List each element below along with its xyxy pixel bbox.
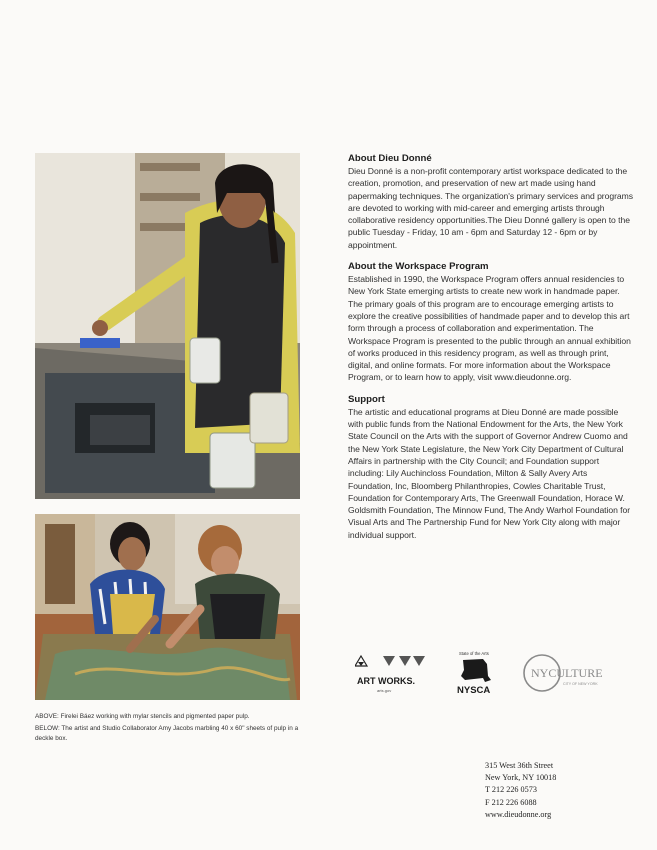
address-phone: T 212 226 0573 [485, 785, 537, 795]
body-workspace-program: Established in 1990, the Workspace Program offers annual residencies to New York State emerging artists to create new work in handmade paper. The primary goals of this program are to encourage emerging artists to explore the creative possibilities of handmade paper and to develop this art form through a process of collaboration and experimentation. The Workspace Program is presented to the public through an annual exhibition of works produced in this residency program, as well as through print, digital, and online formats. For more information about the Workspace Program, or to learn how to apply, visit www.dieudonne.org. [348, 274, 631, 383]
address-block [485, 760, 635, 821]
logo-nysca-top: State of the Arts [459, 651, 489, 656]
address-fax: F 212 226 6088 [485, 797, 537, 807]
logo-nyculture-sub: CITY OF NEW YORK [563, 682, 598, 686]
address-website-link[interactable]: www.dieudonne.org [485, 809, 552, 819]
section-about-dieu-donne [348, 152, 633, 251]
body-support: The artistic and educational programs at Dieu Donné are made possible with public funds from the National Endowment for the Arts, the New York State Council on the Arts with the support of Governor Andrew Cuomo and the New York State Legislature, the New York City Department of Cultural Affairs in partnership with the City Council; and Foundation support including: Lily Auchincloss Foundation, Milton & Sally Avery Arts Foundation, Inc, Bloomberg Philanthropies, Cowles Charitable Trust, Foundation for Contemporary Arts, The Greenwall Foundation, Horace W. Goldsmith Foundation, The Minnow Fund, The Andy Warhol Foundation for Visual Arts and The Partnership Fund for New York City along with major individual support. [348, 406, 631, 540]
photo-artist-stencils-image [35, 153, 300, 499]
heading-workspace-program: About the Workspace Program [348, 261, 489, 273]
address-city: New York, NY 10018 [485, 773, 557, 783]
ny-state-icon [455, 650, 497, 696]
nea-triangles-icon [355, 654, 425, 694]
section-support [348, 393, 633, 541]
logo-nysca-text: NYSCA [457, 685, 491, 696]
nyc-ring-icon [523, 653, 615, 693]
sponsor-logos [355, 650, 615, 700]
caption-above: ABOVE: Firelei Báez working with mylar stencils and pigmented paper pulp. [35, 713, 250, 720]
photo-marbling-deckle-box-image [35, 514, 300, 700]
photo-marbling-deckle-box [35, 514, 300, 700]
body-about-dieu-donne: Dieu Donné is a non-profit contemporary artist workspace dedicated to the creation, promotion, and preservation of new art made using hand papermaking techniques. The organization's primary services and programs are devoted to working with mid-career and emerging artists through collaborative residency opportunities.The Dieu Donné gallery is open to the public Tuesday - Friday, 10 am - 6pm and Saturday 12 - 6pm or by appointment. [348, 166, 633, 250]
address-street: 315 West 36th Street [485, 761, 554, 770]
section-workspace-program [348, 260, 633, 384]
photo-artist-stencils [35, 153, 300, 499]
logo-nysca [455, 650, 497, 696]
logo-art-works-sub: arts.gov [377, 688, 392, 693]
logo-nyculture-text: NYCULTURE [531, 666, 603, 680]
logo-art-works [355, 654, 425, 694]
caption-below: BELOW: The artist and Studio Collaborator Amy Jacobs marbling 40 x 60" sheets of pulp in a deckle box. [35, 725, 299, 742]
logo-art-works-text: ART WORKS. [357, 676, 415, 686]
heading-support: Support [348, 393, 385, 405]
heading-about-dieu-donne: About Dieu Donné [348, 153, 432, 164]
text-column [348, 152, 633, 550]
logo-nyculture [523, 653, 615, 693]
photo-captions [35, 712, 305, 746]
